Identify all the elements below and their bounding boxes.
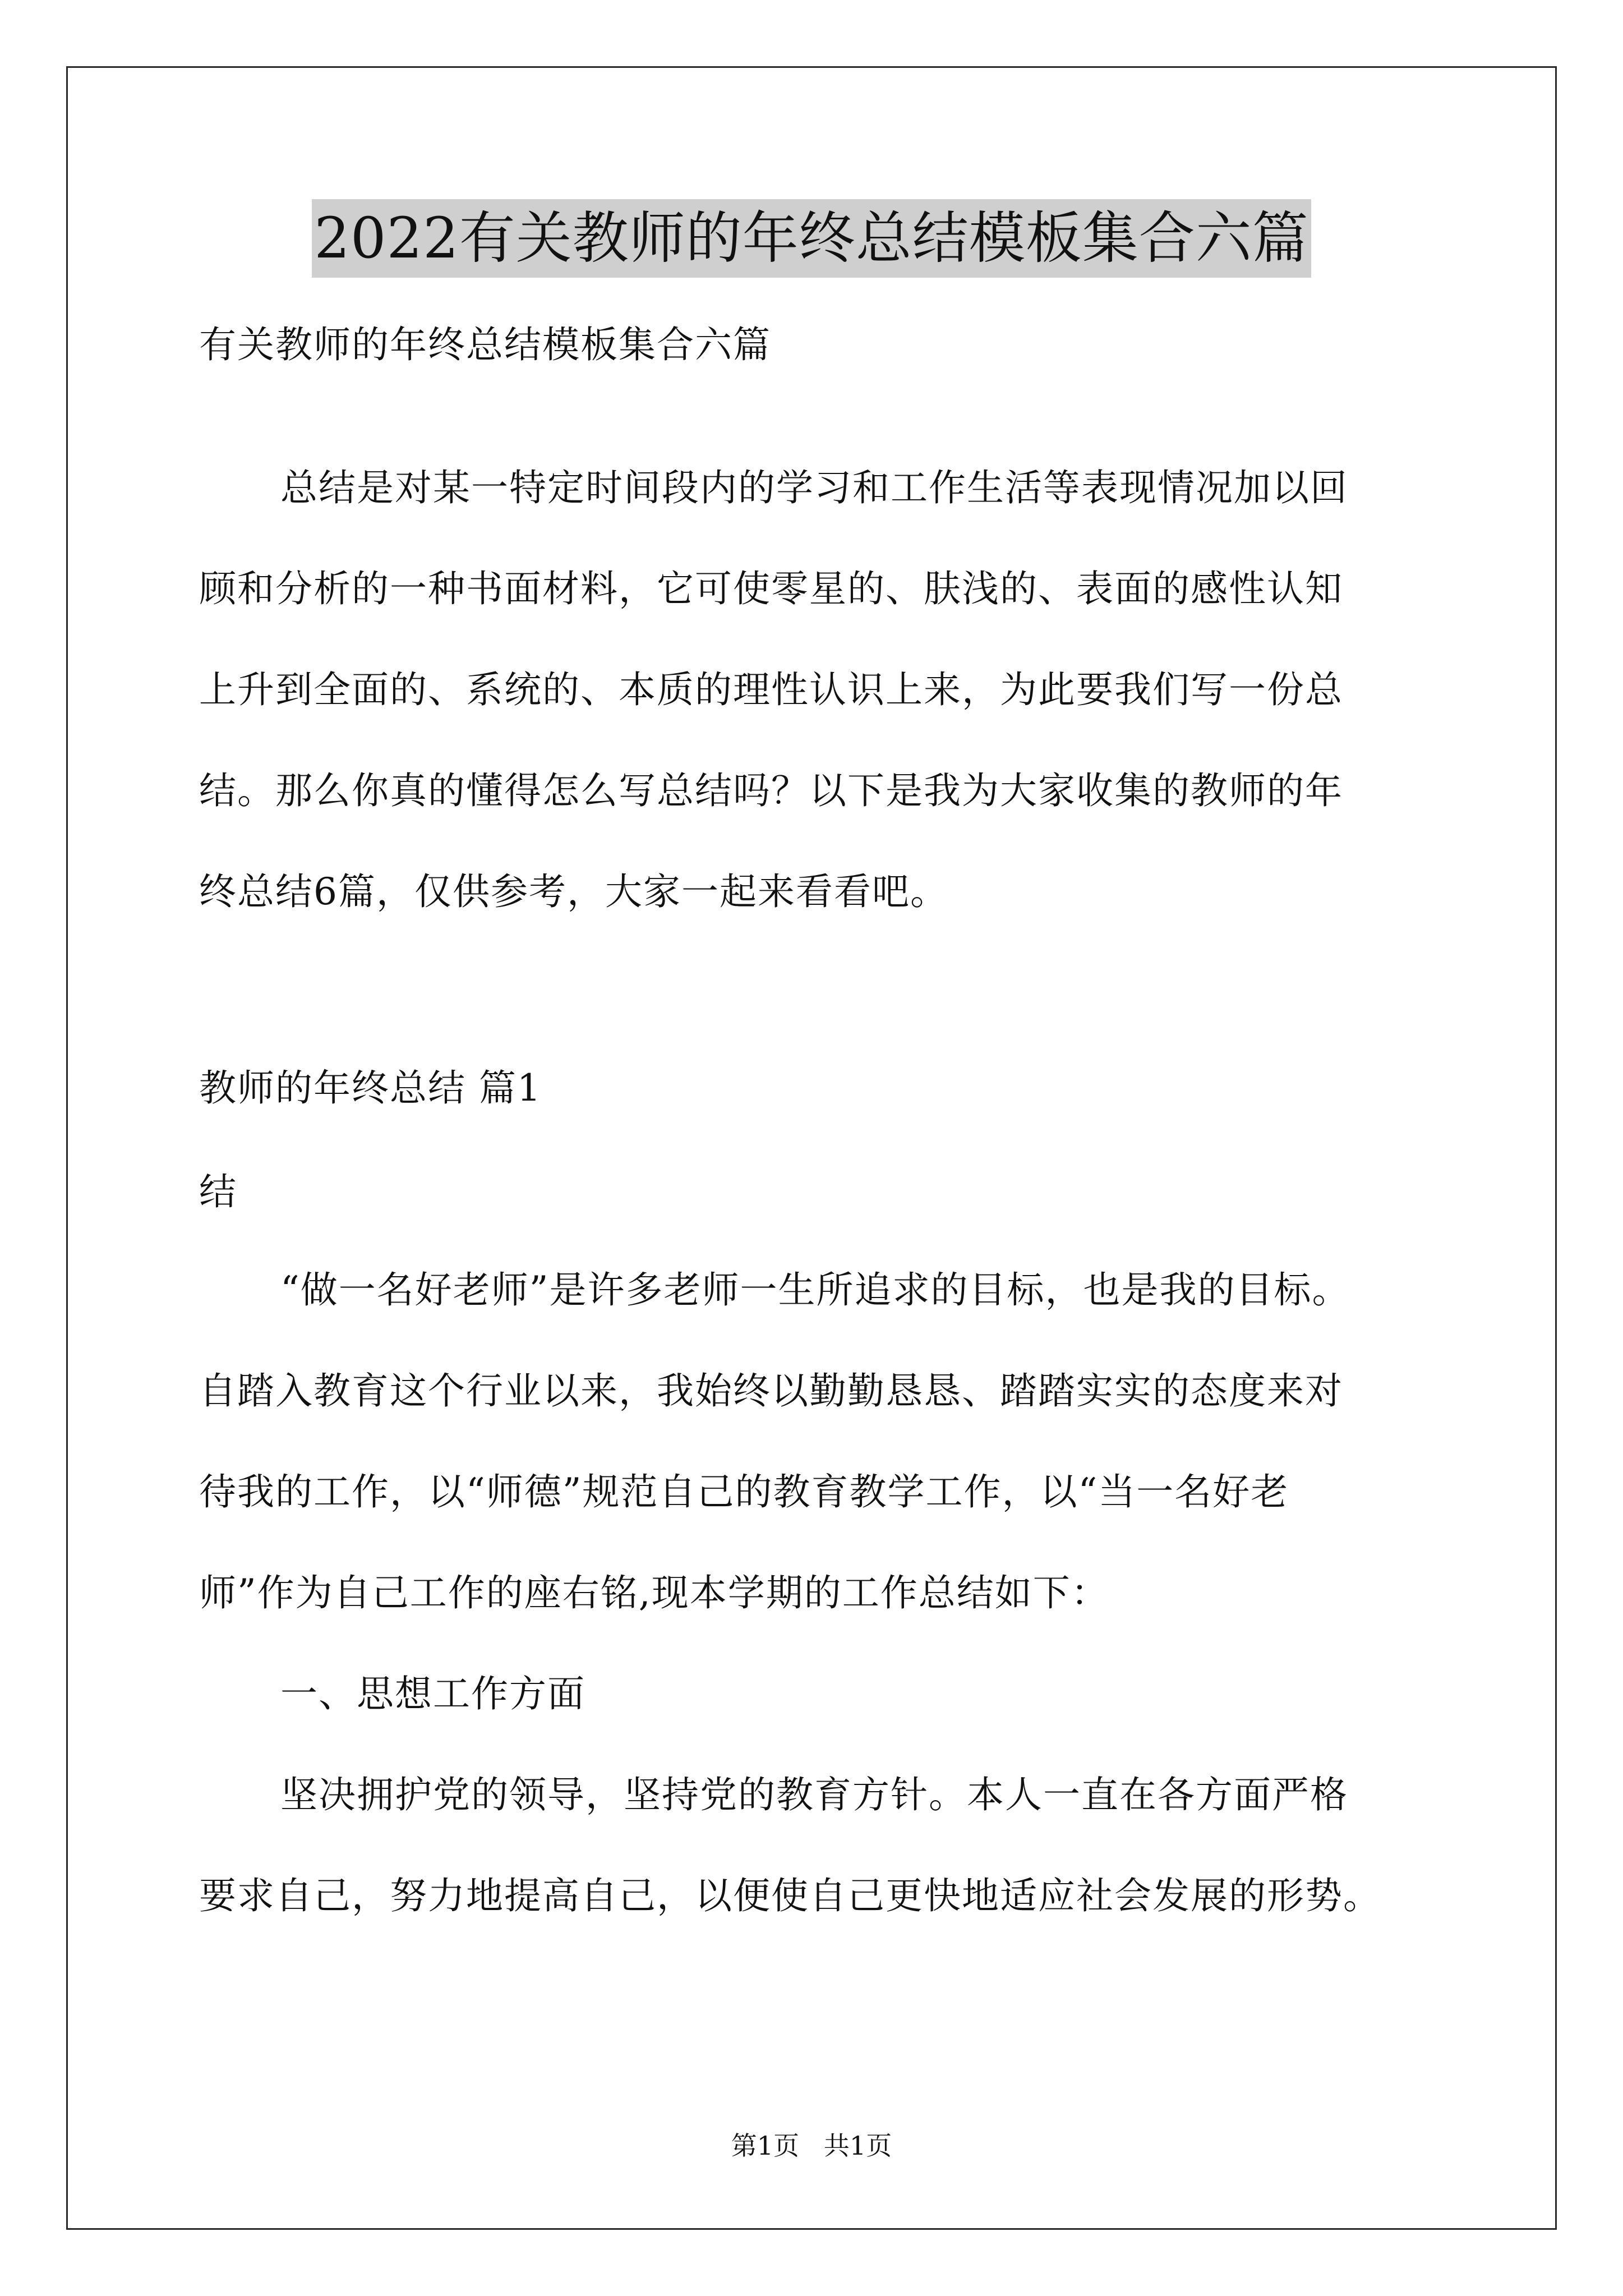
document-title: 2022有关教师的年终总结模板集合六篇 bbox=[312, 199, 1311, 278]
body-line: 总结是对某一特定时间段内的学习和工作生活等表现情况加以回 bbox=[280, 466, 1348, 509]
body-line: 待我的工作，以“师德”规范自己的教育教学工作，以“当一名好老 bbox=[199, 1470, 1289, 1513]
title-container bbox=[0, 199, 1623, 278]
subsection-heading: 一、思想工作方面 bbox=[280, 1672, 585, 1715]
subtitle-line: 有关教师的年终总结模板集合六篇 bbox=[199, 323, 771, 366]
body-line: 顾和分析的一种书面材料，它可使零星的、肤浅的、表面的感性认知 bbox=[199, 567, 1343, 610]
body-line: 要求自己，努力地提高自己，以便使自己更快地适应社会发展的形势。 bbox=[199, 1874, 1381, 1917]
body-line: 终总结6篇，仅供参考，大家一起来看看吧。 bbox=[199, 870, 948, 913]
body-line: 上升到全面的、系统的、本质的理性认识上来，为此要我们写一份总 bbox=[199, 668, 1343, 711]
body-line: 结。那么你真的懂得怎么写总结吗？以下是我为大家收集的教师的年 bbox=[199, 769, 1343, 812]
body-line: 自踏入教育这个行业以来，我始终以勤勤恳恳、踏踏实实的态度来对 bbox=[199, 1369, 1343, 1412]
page-footer: 第1页 共1页 bbox=[731, 2131, 892, 2161]
body-line: 坚决拥护党的领导，坚持党的教育方针。本人一直在各方面严格 bbox=[280, 1773, 1348, 1816]
section-heading: 教师的年终总结 篇1 bbox=[199, 1066, 542, 1110]
body-line: 师”作为自己工作的座右铭,现本学期的工作总结如下： bbox=[199, 1571, 1109, 1614]
body-line: “做一名好老师”是许多老师一生所追求的目标，也是我的目标。 bbox=[280, 1268, 1350, 1312]
body-line: 结 bbox=[199, 1170, 237, 1213]
